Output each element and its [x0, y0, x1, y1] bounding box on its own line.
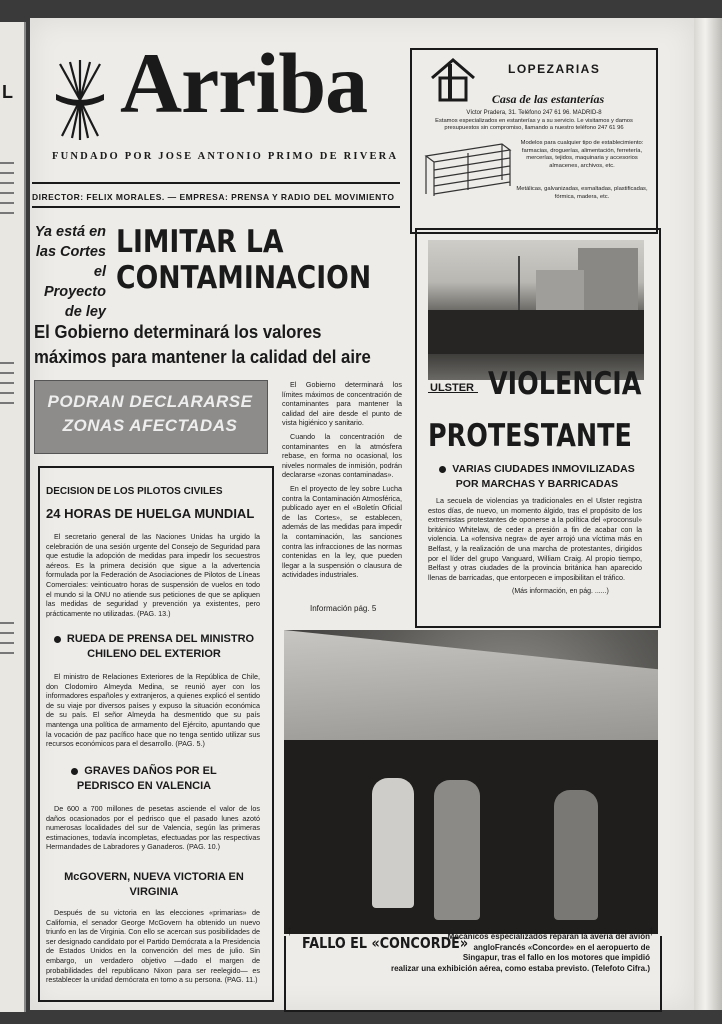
ulster-headline-line-1: VIOLENCIA	[488, 366, 642, 402]
callout-line-1: PODRAN DECLARARSE	[47, 392, 253, 411]
caption-spacer	[294, 932, 444, 954]
main-headline-line-1: LIMITAR LA	[116, 224, 284, 260]
advert-description-3: Metálicas, galvanizadas, esmaltadas, plastificadas, fórmica, madera, etc.	[516, 186, 648, 200]
section3-headline: GRAVES DAÑOS POR EL PEDRISCO EN VALENCIA	[44, 764, 244, 794]
section4-headline: McGOVERN, NUEVA VICTORIA EN VIRGINIA	[64, 871, 244, 898]
ulster-subhead: VARIAS CIUDADES INMOVILIZADAS POR MARCHAS Y BARRICADAS	[430, 462, 644, 492]
founded-by-line: FUNDADO POR JOSE ANTONIO PRIMO DE RIVERA	[52, 151, 399, 162]
section1-headline: 24 HORAS DE HUELGA MUNDIAL	[46, 506, 255, 521]
ulster-page-ref: (Más información, en pág. ......)	[512, 588, 609, 595]
main-headline-line-2: CONTAMINACION	[116, 260, 372, 296]
main-body-paragraph-3: En el proyecto de ley sobre Lucha contra la Contaminación Atmosférica, publicado ayer en el «Boletín Oficial de las Cortes», se establecen, además de las medidas para impedir la contaminación, las sanciones contra las infracciones de las normas contenidas en la ley, que pueden llegar a la suspensión o clausura de actividades industriales.	[282, 483, 402, 580]
advert-tagline: Casa de las estanterías	[491, 92, 605, 106]
shelving-illustration-icon	[422, 136, 512, 198]
mechanic-figure	[372, 778, 414, 908]
masthead-rule	[32, 182, 400, 184]
advert-description-1: Estamos especializados en estanterías y a su servicio. Le visitamos y damos presupuestos sin compromiso, llamando a nuestro teléfono 247 61 96	[435, 118, 633, 131]
section3-body: De 600 a 700 millones de pesetas asciende el valor de los daños ocasionados por el pedrisco que el pasado lunes azotó numerosas localidades del sur de Valencia, según las primeras estimaciones, todavía incompletas, efectuadas por las respectivas Hermandades de Labradores y Ganaderos. (PAG. 10.)	[46, 804, 260, 852]
lamp-post-shape	[518, 256, 520, 316]
main-body-paragraph-1: El Gobierno determinará los límites máximos de concentración de contaminantes para mantener la calidad del aire desde el punto de vista higiénico y sanitario.	[282, 380, 402, 428]
section4-body: Después de su victoria en las elecciones «primarias» de California, el senador George McGovern ha obtenido un nuevo triunfo en las de Virginia. Con ello se acercan sus posibilidades de ser designado candidato por el Partido Demócrata a la Presidencia de Estados Unidos en la convención del mes de julio. Sin embargo, un verdadero objetivo —dado el margen de probabilidades del republicano Nixon para ser reelegido— es restablecer la unidad demócrata en torno a su persona. (PAG. 11.)	[46, 908, 260, 985]
section1-body: El secretario general de las Naciones Unidas ha urgido la celebración de una sesión urgente del Consejo de Seguridad para que estudie la adopción de medidas para impedir los secuestros aéreos. Es la primera decisión que sigue a la advertencia formulada por la Federación de Asociaciones de Pilotos de Líneas Comerciales: veinticuatro horas de suspensión de vuelos en todo el mundo si la ONU no atiende sus peticiones de que se apliquen las medidas de seguridad y prevención ya existentes, pero prácticamente no utilizadas. (PAG. 13.)	[46, 532, 260, 618]
main-headline	[116, 224, 371, 296]
section2-body: El ministro de Relaciones Exteriores de la República de Chile, don Clodomiro Almeyda Medina, se reunió ayer con los informadores españoles y extranjeros, a quienes explicó el sentido de su viaje por diversos países y expuso la situación económica de su país. El señor Almeyda ha desmentido que su país mantenga una política de armamento del Ejército, apuntando que la vocación de paz pacífico hace que no tenga sentido utilizar sus recursos económicos para el desarrollo. (PAG. 5.)	[46, 672, 260, 749]
arrow-up-icon: ↑	[286, 922, 293, 938]
advert-address: Víctor Pradera, 31. Teléfono 247 61 96. MADRID-8	[466, 110, 602, 116]
callout-text	[34, 390, 266, 438]
yoke-and-arrows-emblem-icon	[52, 60, 108, 140]
main-subhead-line-1: El Gobierno determinará los valores	[34, 322, 322, 342]
bullet-icon	[439, 466, 446, 473]
masthead-title: Arriba	[120, 35, 368, 131]
director-line: DIRECTOR: FELIX MORALES. — EMPRESA: PRENSA Y RADIO DEL MOVIMIENTO	[32, 192, 395, 202]
main-subhead-line-2: máximos para mantener la calidad del aire	[34, 347, 371, 367]
mechanic-figure	[554, 790, 598, 920]
page-edge-shadow	[694, 18, 722, 1010]
section1-label: DECISION DE LOS PILOTOS CIVILES	[46, 486, 223, 497]
concorde-caption: Mecánicos especializados reparan la avería del avión angloFrancés «Concorde» en el aeropuerto de Singapur, tras el fallo en los motores que impidió realizar una exhibición aérea, como estaba previsto. (Telefoto Cifra.)	[294, 932, 650, 974]
previous-page-edge: L	[0, 22, 26, 1012]
ulster-label: ULSTER	[430, 382, 474, 394]
ulster-body: La secuela de violencias ya tradicionales en el Ulster registra estos días, de nuevo, un momento álgido, tras el propósito de los extremistas protestantes de oponerse a la política del «proconsul» británico Whitelaw, de ceder a presión a fin de acabar con la violencia. La «ofensiva negra» de ayer arrojó una víctima más en Belfast, y la realización de una marcha de protestantes, dirigidos por el líder del grupo Vanguard, William Craig. Al propio tiempo, Belfast y otras ciudades de la provincia británica han aparecido llenas de barricadas, que entorpecen e imposibilitan el tráfico.	[428, 496, 642, 582]
bullet-icon	[71, 768, 78, 775]
callout-line-2: ZONAS AFECTADAS	[62, 416, 238, 435]
main-subhead	[34, 320, 371, 370]
main-body-paragraph-2: Cuando la concentración de contaminantes en la atmósfera rebase, en forma no ocasional, los niveles normales de inmisión, podrán declararse «zonas contaminadas».	[282, 431, 402, 480]
advert-brand: LOPEZARIAS	[508, 62, 601, 76]
ulster-headline-line-2: PROTESTANTE	[428, 418, 632, 454]
ulster-street-photo	[428, 240, 644, 380]
main-story-page-ref: Información pág. 5	[310, 604, 377, 613]
main-story-body	[282, 380, 402, 580]
mechanic-figure	[434, 780, 480, 920]
concorde-repair-photo	[284, 630, 658, 934]
concorde-headline: FALLO EL «CONCORDE»	[302, 934, 469, 952]
bullet-icon	[54, 636, 61, 643]
arrow-up-icon: ↑	[648, 922, 655, 938]
main-story-kicker: Ya está en las Cortes el Proyecto de ley	[34, 224, 106, 320]
newspaper-page	[30, 18, 694, 1010]
section2-headline: RUEDA DE PRENSA DEL MINISTRO CHILENO DEL EXTERIOR	[44, 632, 264, 662]
director-rule	[32, 206, 400, 208]
advert-description-2: Modelos para cualquier tipo de establecimiento: farmacias, droguerías, alimentación, ferretería, mercerías, tejidos, maquinaria y accesorios almacenes, archivos, etc.	[520, 140, 644, 169]
crowd-shape	[428, 310, 644, 354]
